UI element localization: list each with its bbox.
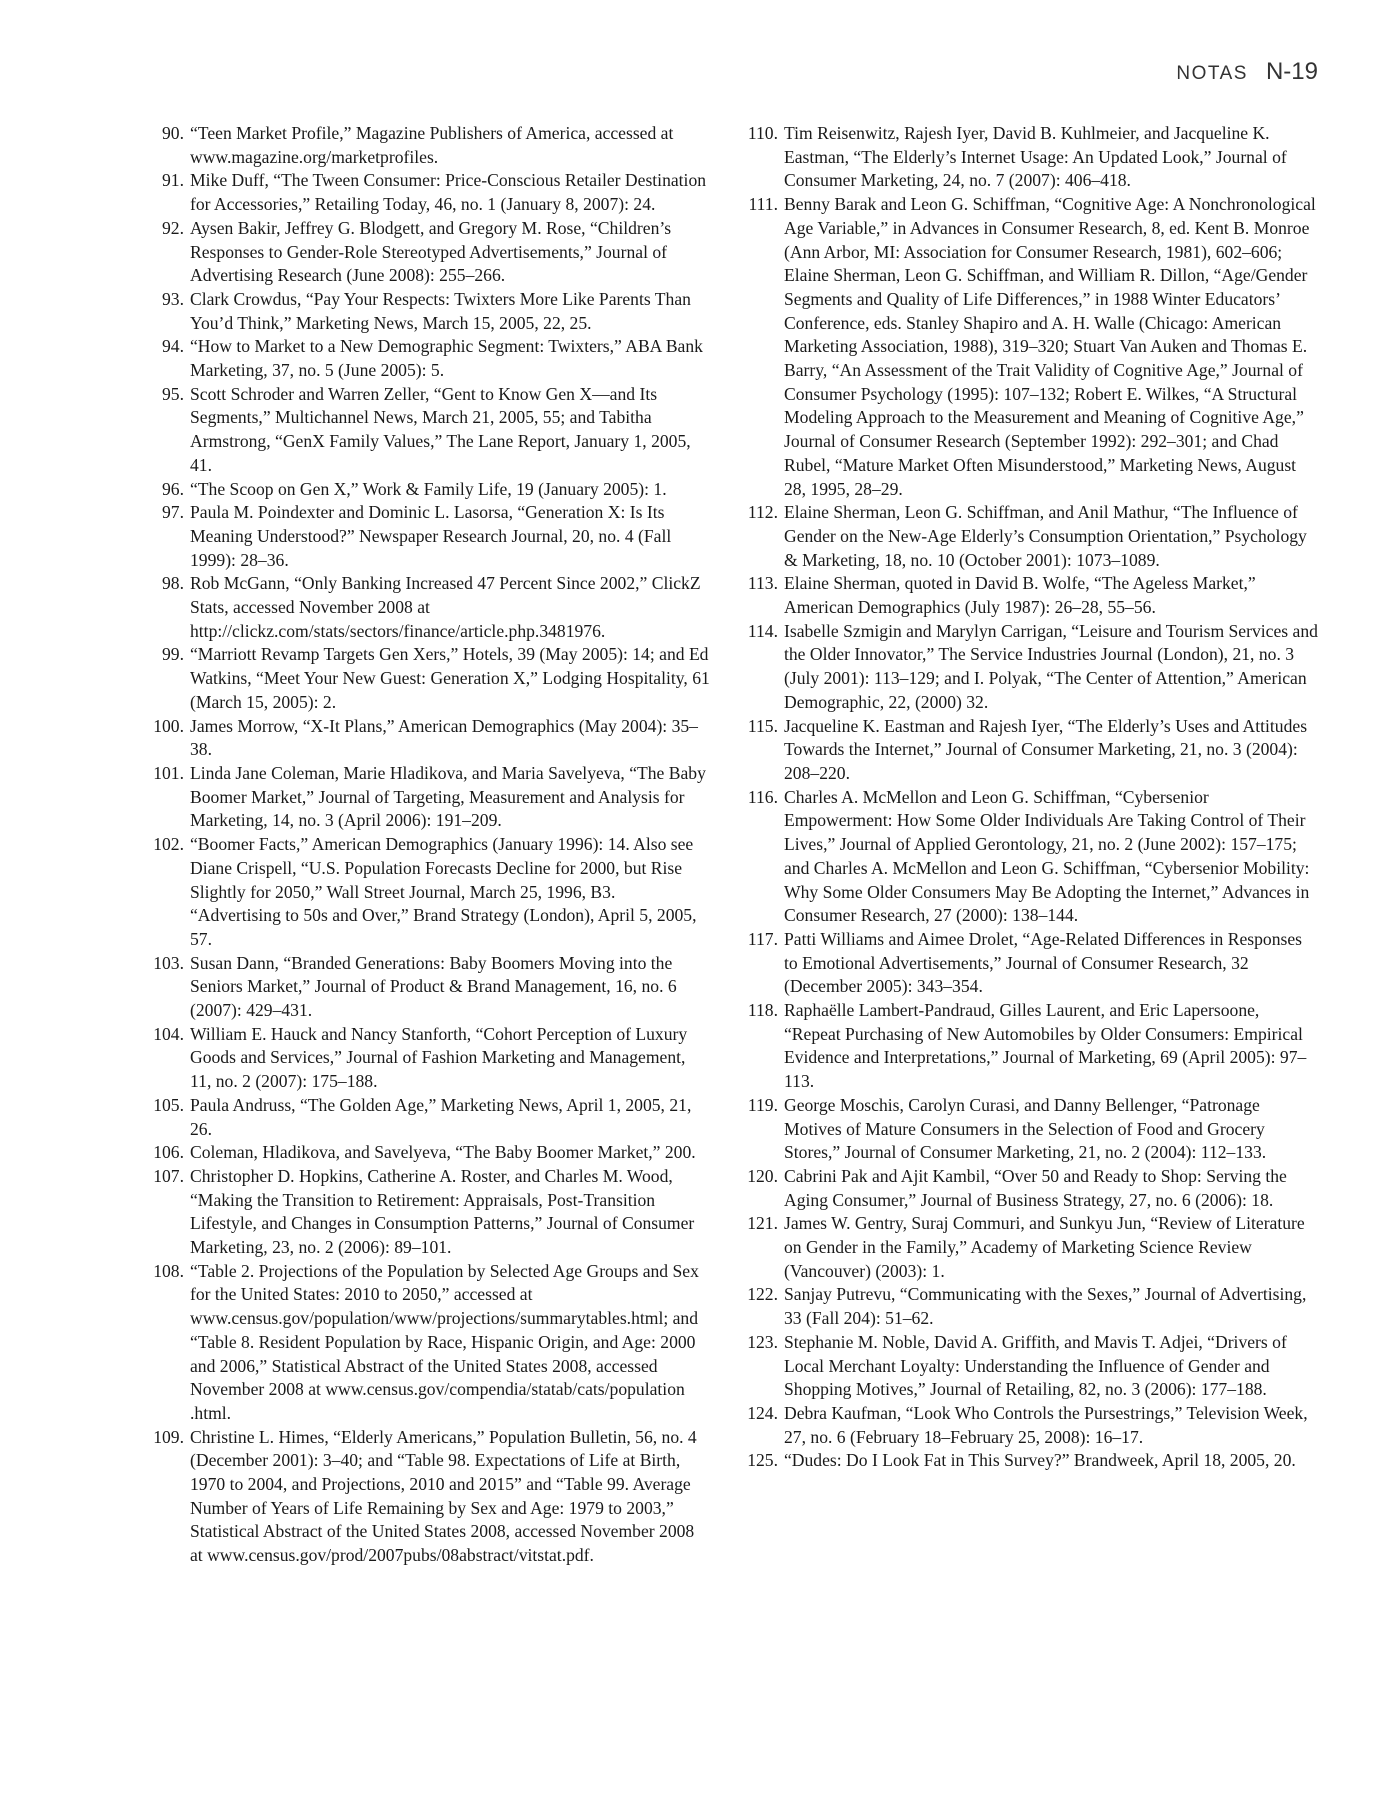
endnote-text: Aysen Bakir, Jeffrey G. Blodgett, and Gregory M. Rose, “Children’s Responses to Gender-Role Stereotyped Advertisements,” Journal of Advertising Research (June 2008): 255–266. bbox=[190, 217, 672, 286]
endnote-number: 99. bbox=[162, 644, 184, 665]
endnote-number: 91. bbox=[162, 170, 184, 191]
endnote-text: Paula M. Poindexter and Dominic L. Lasorsa, “Generation X: Is Its Meaning Understood?” Newspaper Research Journal, 20, no. 4 (Fall 1999): 28–36. bbox=[190, 502, 672, 570]
endnote bbox=[742, 1402, 1318, 1449]
endnote bbox=[742, 572, 1318, 619]
endnote-text: Raphaëlle Lambert-Pandraud, Gilles Laurent, and Eric Lapersoone, “Repeat Purchasing of New Automobiles by Older Consumers: Empirical Evidence and Interpretations,” Journal of Marketing, 69 (April 2005): 97–113. bbox=[784, 1000, 1307, 1092]
endnote bbox=[150, 122, 710, 169]
endnote-number: 110. bbox=[747, 123, 778, 143]
endnote-number: 119. bbox=[747, 1094, 778, 1115]
endnote-text: Linda Jane Coleman, Marie Hladikova, and Maria Savelyeva, “The Baby Boomer Market,” Journal of Targeting, Measurement and Analysis for Marketing, 14, no. 3 (April 2006): 191–209. bbox=[190, 762, 706, 831]
endnote-text: “The Scoop on Gen X,” Work & Family Life, 19 (January 2005): 1. bbox=[190, 478, 667, 499]
endnote-number: 121. bbox=[747, 1213, 778, 1234]
endnote-number: 93. bbox=[162, 288, 184, 309]
endnote-text: Rob McGann, “Only Banking Increased 47 Percent Since 2002,” ClickZ Stats, accessed November 2008 at http://clickz.com/stats/sectors/finance/article.php.3481976. bbox=[190, 573, 701, 641]
section-title: NOTAS bbox=[1176, 63, 1248, 84]
endnote-text: “Teen Market Profile,” Magazine Publishers of America, accessed at www.magazine.org/marketprofiles. bbox=[190, 123, 674, 167]
endnote bbox=[742, 193, 1318, 501]
endnote-text: Jacqueline K. Eastman and Rajesh Iyer, “The Elderly’s Uses and Attitudes Towards the Internet,” Journal of Consumer Marketing, 21, no. 3 (2004): 208–220. bbox=[784, 715, 1308, 783]
endnote bbox=[742, 620, 1318, 715]
endnote-text: William E. Hauck and Nancy Stanforth, “Cohort Perception of Luxury Goods and Services,” Journal of Fashion Marketing and Management, 11, no. 2 (2007): 175–188. bbox=[190, 1023, 688, 1092]
endnote bbox=[150, 1426, 710, 1568]
endnote bbox=[150, 1260, 710, 1426]
endnote-number: 117. bbox=[747, 928, 778, 949]
endnote-text: “Boomer Facts,” American Demographics (January 1996): 14. Also see Diane Crispell, “U.S. Population Forecasts Decline for 2000, but Rise Slightly for 2050,” Wall Street Journal, March 25, 1996, B3. “Advertising to 50s and Over,” Brand Strategy (London), April 5, 2005, 57. bbox=[190, 834, 697, 949]
endnote bbox=[742, 1449, 1318, 1473]
endnote-number: 98. bbox=[162, 573, 184, 594]
endnote-number: 105. bbox=[153, 1094, 184, 1115]
endnote bbox=[150, 1141, 710, 1165]
endnote-text: “Marriott Revamp Targets Gen Xers,” Hotels, 39 (May 2005): 14; and Ed Watkins, “Meet Your New Guest: Generation X,” Lodging Hospitality, 61 (March 15, 2005): 2. bbox=[190, 644, 710, 712]
endnote bbox=[742, 928, 1318, 999]
endnote-number: 95. bbox=[162, 383, 184, 404]
endnote-number: 102. bbox=[153, 834, 184, 855]
endnote-number: 92. bbox=[162, 217, 184, 238]
endnote-text: Christine L. Himes, “Elderly Americans,” Population Bulletin, 56, no. 4 (December 2001): 3–40; and “Table 98. Expectations of Life at Birth, 1970 to 2004, and Projections, 2010 and 2015” and “Table 99. Average Number of Years of Life Remaining by Sex and Age: 1979 to 2003,” Statistical Abstract of the United States 2008, accessed November 2008 at www.census.gov/prod/2007pubs/08abstract/vitstat.pdf. bbox=[190, 1426, 697, 1566]
endnote-text: Coleman, Hladikova, and Savelyeva, “The Baby Boomer Market,” 200. bbox=[190, 1142, 696, 1163]
endnote-number: 104. bbox=[153, 1023, 184, 1044]
endnote bbox=[742, 1283, 1318, 1330]
endnote bbox=[150, 478, 710, 502]
endnote-text: George Moschis, Carolyn Curasi, and Danny Bellenger, “Patronage Motives of Mature Consumers in the Selection of Food and Grocery Stores,” Journal of Consumer Marketing, 21, no. 2 (2004): 112–133. bbox=[784, 1094, 1267, 1163]
endnote-number: 97. bbox=[162, 502, 184, 523]
endnote bbox=[742, 999, 1318, 1094]
endnote-text: James W. Gentry, Suraj Commuri, and Sunkyu Jun, “Review of Literature on Gender in the Family,” Academy of Marketing Science Review (Vancouver) (2003): 1. bbox=[784, 1213, 1305, 1281]
endnote-text: Mike Duff, “The Tween Consumer: Price-Conscious Retailer Destination for Accessories,” Retailing Today, 46, no. 1 (January 8, 2007): 24. bbox=[190, 170, 707, 215]
endnote-number: 124. bbox=[747, 1402, 778, 1423]
endnote-text: Charles A. McMellon and Leon G. Schiffman, “Cybersenior Empowerment: How Some Older Individuals Are Taking Control of Their Lives,” Journal of Applied Gerontology, 21, no. 2 (June 2002): 157–175; and Charles A. McMellon and Leon G. Schiffman, “Cybersenior Mobility: Why Some Older Consumers May Be Adopting the Internet,” Advances in Consumer Research, 27 (2000): 138–144. bbox=[784, 786, 1310, 926]
endnote-number: 112. bbox=[747, 502, 778, 523]
endnote-number: 125. bbox=[747, 1450, 778, 1471]
endnote bbox=[150, 762, 710, 833]
endnote bbox=[150, 335, 710, 382]
endnote bbox=[150, 715, 710, 762]
endnote bbox=[150, 1165, 710, 1260]
endnote bbox=[150, 288, 710, 335]
endnote-number: 114. bbox=[747, 620, 778, 641]
endnote-number: 90. bbox=[162, 123, 184, 143]
endnote-number: 122. bbox=[747, 1284, 778, 1305]
endnote bbox=[150, 1023, 710, 1094]
endnote-number: 100. bbox=[153, 715, 184, 736]
endnote-number: 123. bbox=[747, 1331, 778, 1352]
endnote bbox=[150, 952, 710, 1023]
endnote-text: Tim Reisenwitz, Rajesh Iyer, David B. Kuhlmeier, and Jacqueline K. Eastman, “The Elderly’s Internet Usage: An Updated Look,” Journal of Consumer Marketing, 24, no. 7 (2007): 406–418. bbox=[784, 123, 1287, 191]
endnote-text: Patti Williams and Aimee Drolet, “Age-Related Differences in Responses to Emotional Advertisements,” Journal of Consumer Research, 32 (December 2005): 343–354. bbox=[784, 928, 1303, 997]
endnote-number: 120. bbox=[747, 1165, 778, 1186]
endnote-number: 103. bbox=[153, 952, 184, 973]
endnote-text: “Table 2. Projections of the Population by Selected Age Groups and Sex for the United States: 2010 to 2050,” accessed at www.census.gov/population/www/projections/summarytables.html; and “Table 8. Resident Population by Race, Hispanic Origin, and Age: 2000 and 2006,” Statistical Abstract of the United States 2008, accessed November 2008 at www.census.gov/compendia/statab/cats/population .html. bbox=[190, 1260, 699, 1423]
endnote-text: Elaine Sherman, quoted in David B. Wolfe, “The Ageless Market,” American Demographics (July 1987): 26–28, 55–56. bbox=[784, 573, 1256, 618]
endnote bbox=[742, 786, 1318, 928]
endnote-number: 101. bbox=[153, 762, 184, 783]
endnote-number: 107. bbox=[153, 1165, 184, 1186]
endnote bbox=[150, 833, 710, 952]
endnote-text: Benny Barak and Leon G. Schiffman, “Cognitive Age: A Nonchronological Age Variable,” in Advances in Consumer Research, 8, ed. Kent B. Monroe (Ann Arbor, MI: Association for Consumer Research, 1981), 602–606; Elaine Sherman, Leon G. Schiffman, and William R. Dillon, “Age/Gender Segments and Quality of Life Differences,” in 1988 Winter Educators’ Conference, eds. Stanley Shapiro and A. H. Walle (Chicago: American Marketing Association, 1988), 319–320; Stuart Van Auken and Thomas E. Barry, “An Assessment of the Trait Validity of Cognitive Age,” Journal of Consumer Psychology (1995): 107–132; Robert E. Wilkes, “A Structural Modeling Approach to the Measurement and Meaning of Cognitive Age,” Journal of Consumer Research (September 1992): 292–301; and Chad Rubel, “Mature Market Often Misunderstood,” Marketing News, August 28, 1995, 28–29. bbox=[784, 194, 1316, 499]
endnote-text: Clark Crowdus, “Pay Your Respects: Twixters More Like Parents Than You’d Think,” Marketing News, March 15, 2005, 22, 25. bbox=[190, 288, 691, 333]
endnote bbox=[742, 715, 1318, 786]
endnote-text: Stephanie M. Noble, David A. Griffith, and Mavis T. Adjei, “Drivers of Local Merchant Loyalty: Understanding the Influence of Gender and Shopping Motives,” Journal of Retailing, 82, no. 3 (2006): 177–188. bbox=[784, 1331, 1287, 1400]
page-number: N-19 bbox=[1265, 58, 1318, 85]
endnote-text: Christopher D. Hopkins, Catherine A. Roster, and Charles M. Wood, “Making the Transition to Retirement: Appraisals, Post-Transition Lifestyle, and Changes in Consumption Patterns,” Journal of Consumer Marketing, 23, no. 2 (2006): 89–101. bbox=[190, 1165, 695, 1258]
endnote-text: Debra Kaufman, “Look Who Controls the Pursestrings,” Television Week, 27, no. 6 (February 18–February 25, 2008): 16–17. bbox=[784, 1402, 1308, 1447]
endnote bbox=[150, 1094, 710, 1141]
endnote bbox=[150, 572, 710, 643]
endnote bbox=[742, 1094, 1318, 1165]
endnote-text: Susan Dann, “Branded Generations: Baby Boomers Moving into the Seniors Market,” Journal of Product & Brand Management, 16, no. 6 (2007): 429–431. bbox=[190, 952, 677, 1021]
endnote bbox=[150, 169, 710, 216]
endnote-text: “How to Market to a New Demographic Segment: Twixters,” ABA Bank Marketing, 37, no. 5 (June 2005): 5. bbox=[190, 336, 703, 381]
endnote-text: Cabrini Pak and Ajit Kambil, “Over 50 and Ready to Shop: Serving the Aging Consumer,” Journal of Business Strategy, 27, no. 6 (2006): 18. bbox=[784, 1165, 1287, 1210]
endnote-text: Scott Schroder and Warren Zeller, “Gent to Know Gen X—and Its Segments,” Multichannel News, March 21, 2005, 55; and Tabitha Armstrong, “GenX Family Values,” The Lane Report, January 1, 2005, 41. bbox=[190, 383, 691, 475]
endnote-text: Paula Andruss, “The Golden Age,” Marketing News, April 1, 2005, 21, 26. bbox=[190, 1094, 692, 1139]
endnote-number: 106. bbox=[153, 1142, 184, 1163]
endnote-number: 115. bbox=[747, 715, 778, 736]
endnote-number: 118. bbox=[747, 1000, 778, 1021]
endnote bbox=[150, 501, 710, 572]
endnote bbox=[150, 217, 710, 288]
endnote-text: Elaine Sherman, Leon G. Schiffman, and Anil Mathur, “The Influence of Gender on the New-Age Elderly’s Consumption Orientation,” Psychology & Marketing, 18, no. 10 (October 2001): 1073–1089. bbox=[784, 502, 1307, 570]
endnote bbox=[742, 1331, 1318, 1402]
endnote-number: 116. bbox=[747, 786, 778, 807]
endnote-number: 94. bbox=[162, 336, 184, 357]
notes-column-right bbox=[742, 122, 1318, 1473]
endnote-number: 111. bbox=[748, 194, 778, 215]
endnote bbox=[150, 643, 710, 714]
endnote bbox=[742, 501, 1318, 572]
running-header bbox=[1176, 58, 1318, 86]
endnote-text: “Dudes: Do I Look Fat in This Survey?” Brandweek, April 18, 2005, 20. bbox=[784, 1450, 1296, 1471]
endnote-number: 108. bbox=[153, 1260, 184, 1281]
endnote-number: 113. bbox=[747, 573, 778, 594]
endnote-text: Isabelle Szmigin and Marylyn Carrigan, “Leisure and Tourism Services and the Older Innovator,” The Service Industries Journal (London), 21, no. 3 (July 2001): 113–129; and I. Polyak, “The Center of Attention,” American Demographic, 22, (2000) 32. bbox=[784, 620, 1318, 712]
notes-column-left bbox=[150, 122, 710, 1568]
endnote bbox=[742, 122, 1318, 193]
endnote-text: James Morrow, “X-It Plans,” American Demographics (May 2004): 35–38. bbox=[190, 715, 698, 760]
endnote-number: 109. bbox=[153, 1426, 184, 1447]
endnote bbox=[742, 1165, 1318, 1212]
endnote-text: Sanjay Putrevu, “Communicating with the Sexes,” Journal of Advertising, 33 (Fall 204): 51–62. bbox=[784, 1284, 1307, 1329]
endnote bbox=[742, 1212, 1318, 1283]
endnote bbox=[150, 383, 710, 478]
endnote-number: 96. bbox=[162, 478, 184, 499]
